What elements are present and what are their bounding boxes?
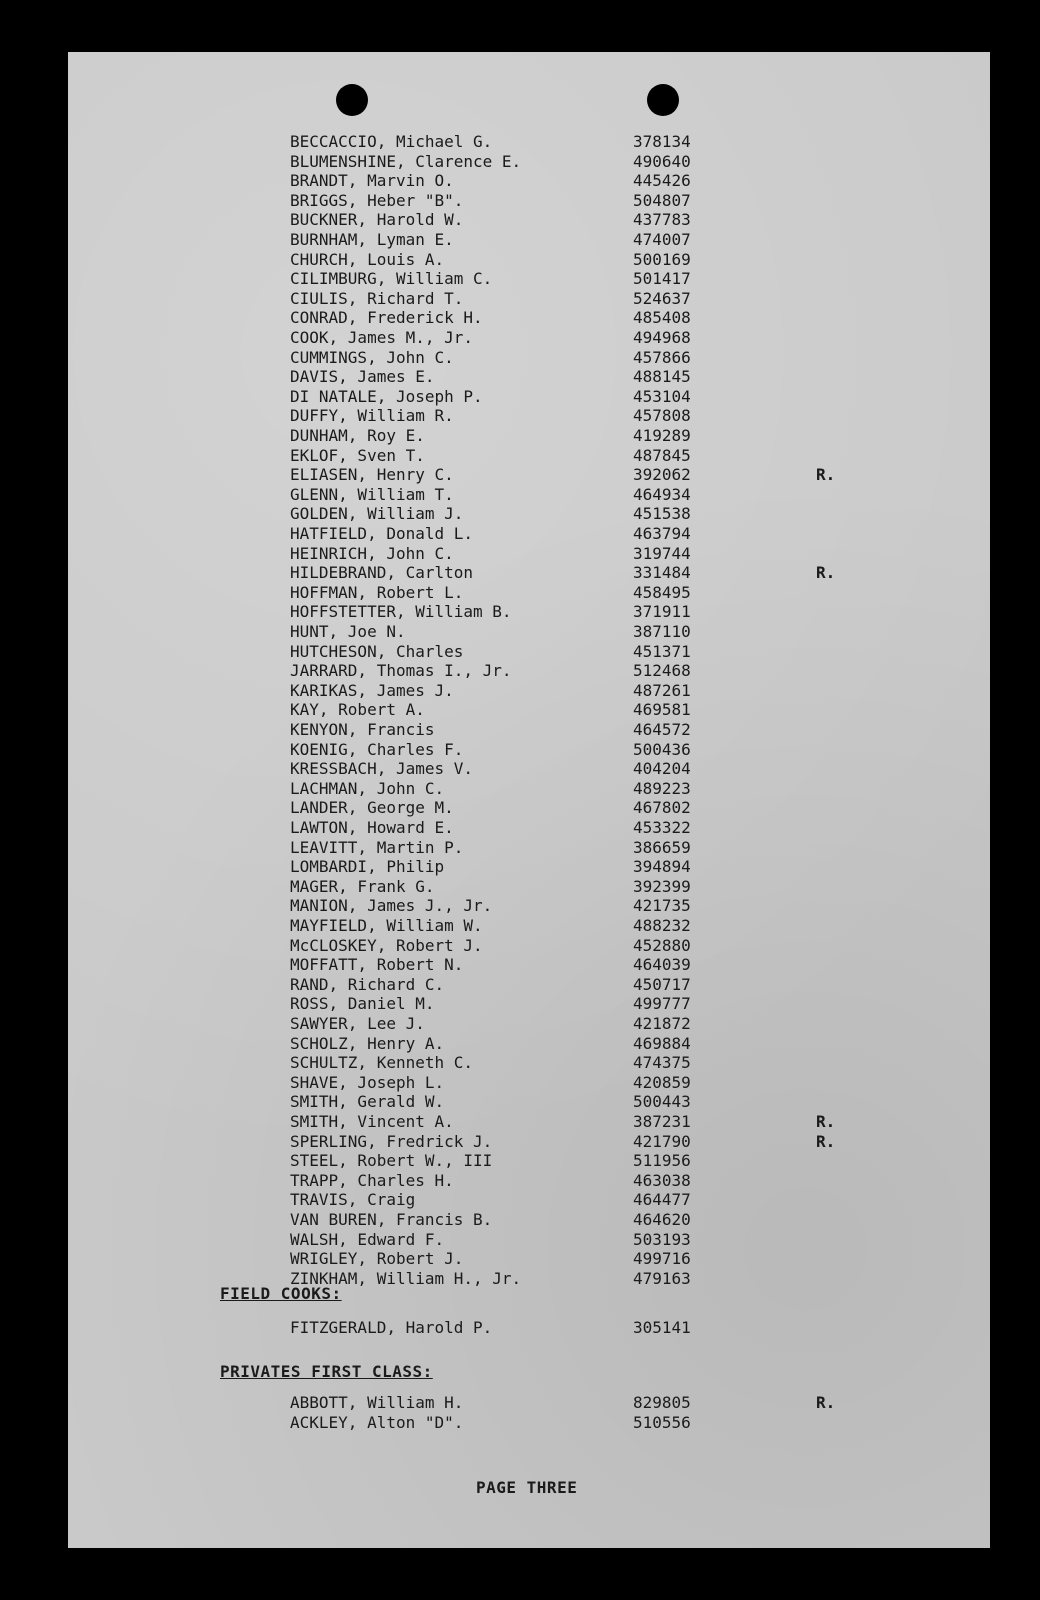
remark-mark: R. xyxy=(816,465,836,485)
roster-row xyxy=(68,524,990,543)
soldier-name: ROSS, Daniel M. xyxy=(290,994,435,1014)
roster-row xyxy=(68,1171,990,1190)
roster-row xyxy=(68,152,990,171)
serial-number: 501417 xyxy=(633,269,691,289)
roster-row xyxy=(68,838,990,857)
roster-row xyxy=(68,1014,990,1033)
roster-row xyxy=(68,1318,990,1337)
soldier-name: ACKLEY, Alton "D". xyxy=(290,1412,464,1432)
soldier-name: SMITH, Vincent A. xyxy=(290,1112,454,1131)
serial-number: 487845 xyxy=(633,445,691,465)
soldier-name: CILIMBURG, William C. xyxy=(290,269,493,289)
serial-number: 387110 xyxy=(633,622,691,641)
soldier-name: WALSH, Edward F. xyxy=(290,1229,445,1249)
soldier-name: DUNHAM, Roy E. xyxy=(290,426,425,445)
soldier-name: LACHMAN, John C. xyxy=(290,778,445,798)
roster-row xyxy=(68,544,990,563)
soldier-name: JARRARD, Thomas I., Jr. xyxy=(290,661,512,681)
roster-row xyxy=(68,210,990,229)
soldier-name: LANDER, George M. xyxy=(290,798,454,818)
serial-number: 464477 xyxy=(633,1190,691,1210)
serial-number: 467802 xyxy=(633,798,691,818)
soldier-name: SAWYER, Lee J. xyxy=(290,1014,425,1033)
serial-number: 404204 xyxy=(633,759,691,779)
soldier-name: TRAPP, Charles H. xyxy=(290,1170,454,1190)
remark-mark: R. xyxy=(816,1131,836,1151)
serial-number: 451371 xyxy=(633,641,691,661)
roster-row xyxy=(68,740,990,759)
serial-number: 305141 xyxy=(633,1318,691,1337)
roster-row xyxy=(68,563,990,582)
serial-number: 469884 xyxy=(633,1033,691,1053)
serial-number: 504807 xyxy=(633,190,691,210)
roster-row xyxy=(68,1269,990,1288)
soldier-name: HEINRICH, John C. xyxy=(290,543,454,563)
serial-number: 457808 xyxy=(633,406,691,426)
roster-row xyxy=(68,955,990,974)
soldier-name: LEAVITT, Martin P. xyxy=(290,837,464,857)
soldier-name: RAND, Richard C. xyxy=(290,974,445,994)
soldier-name: HILDEBRAND, Carlton xyxy=(290,563,474,583)
page-footer: PAGE THREE xyxy=(476,1478,578,1497)
roster-row xyxy=(68,642,990,661)
roster-row xyxy=(68,504,990,523)
serial-number: 420859 xyxy=(633,1072,691,1092)
soldier-name: GOLDEN, William J. xyxy=(290,504,464,524)
roster-row xyxy=(68,269,990,288)
serial-number: 386659 xyxy=(633,837,691,857)
soldier-name: MAGER, Frank G. xyxy=(290,876,435,896)
roster-row xyxy=(68,1210,990,1229)
soldier-name: FITZGERALD, Harold P. xyxy=(290,1318,493,1337)
soldier-name: BUCKNER, Harold W. xyxy=(290,210,464,230)
roster-row xyxy=(68,426,990,445)
soldier-name: HOFFMAN, Robert L. xyxy=(290,582,464,602)
roster-row xyxy=(68,583,990,602)
soldier-name: KAY, Robert A. xyxy=(290,700,425,720)
roster-row xyxy=(68,857,990,876)
roster-row xyxy=(68,328,990,347)
roster-row xyxy=(68,1413,990,1432)
roster-row xyxy=(68,818,990,837)
soldier-name: DUFFY, William R. xyxy=(290,406,454,426)
roster-row xyxy=(68,994,990,1013)
serial-number: 387231 xyxy=(633,1112,691,1131)
roster-row xyxy=(68,779,990,798)
soldier-name: KRESSBACH, James V. xyxy=(290,759,474,779)
roster-row xyxy=(68,975,990,994)
soldier-name: CHURCH, Louis A. xyxy=(290,249,445,269)
serial-number: 452880 xyxy=(633,935,691,955)
roster-row xyxy=(68,465,990,484)
serial-number: 510556 xyxy=(633,1412,691,1432)
serial-number: 445426 xyxy=(633,171,691,191)
soldier-name: DAVIS, James E. xyxy=(290,367,435,387)
soldier-name: CUMMINGS, John C. xyxy=(290,347,454,367)
roster-row xyxy=(68,387,990,406)
soldier-name: SCHOLZ, Henry A. xyxy=(290,1033,445,1053)
soldier-name: BLUMENSHINE, Clarence E. xyxy=(290,151,522,171)
serial-number: 464620 xyxy=(633,1210,691,1229)
soldier-name: McCLOSKEY, Robert J. xyxy=(290,935,483,955)
soldier-name: VAN BUREN, Francis B. xyxy=(290,1210,493,1229)
roster-row xyxy=(68,1034,990,1053)
serial-number: 450717 xyxy=(633,974,691,994)
soldier-name: HUNT, Joe N. xyxy=(290,622,406,641)
roster-row xyxy=(68,132,990,151)
soldier-name: KARIKAS, James J. xyxy=(290,680,454,700)
serial-number: 524637 xyxy=(633,288,691,308)
roster-row xyxy=(68,916,990,935)
serial-number: 474375 xyxy=(633,1053,691,1073)
serial-number: 464934 xyxy=(633,484,691,504)
serial-number: 378134 xyxy=(633,132,691,151)
serial-number: 331484 xyxy=(633,563,691,583)
serial-number: 463038 xyxy=(633,1170,691,1190)
serial-number: 394894 xyxy=(633,857,691,877)
roster-row xyxy=(68,798,990,817)
roster-row xyxy=(68,681,990,700)
serial-number: 437783 xyxy=(633,210,691,230)
serial-number: 485408 xyxy=(633,308,691,328)
roster-row xyxy=(68,348,990,367)
soldier-name: WRIGLEY, Robert J. xyxy=(290,1249,464,1269)
roster-row xyxy=(68,230,990,249)
serial-number: 421790 xyxy=(633,1131,691,1151)
roster-row xyxy=(68,191,990,210)
serial-number: 457866 xyxy=(633,347,691,367)
serial-number: 494968 xyxy=(633,328,691,347)
roster-row xyxy=(68,171,990,190)
serial-number: 458495 xyxy=(633,582,691,602)
soldier-name: HOFFSTETTER, William B. xyxy=(290,602,512,622)
serial-number: 500443 xyxy=(633,1092,691,1112)
serial-number: 464572 xyxy=(633,720,691,739)
serial-number: 421735 xyxy=(633,896,691,916)
serial-number: 488145 xyxy=(633,367,691,387)
serial-number: 464039 xyxy=(633,955,691,975)
serial-number: 453322 xyxy=(633,818,691,837)
soldier-name: ELIASEN, Henry C. xyxy=(290,465,454,485)
section-heading-privates-first-class: PRIVATES FIRST CLASS: xyxy=(220,1362,433,1381)
roster-row xyxy=(68,896,990,915)
roster-row xyxy=(68,1132,990,1151)
remark-mark: R. xyxy=(816,563,836,583)
document-page xyxy=(68,52,990,1548)
serial-number: 474007 xyxy=(633,230,691,249)
roster-row xyxy=(68,700,990,719)
roster-row xyxy=(68,367,990,386)
soldier-name: DI NATALE, Joseph P. xyxy=(290,386,483,406)
serial-number: 500436 xyxy=(633,739,691,759)
soldier-name: COOK, James M., Jr. xyxy=(290,328,474,347)
roster-row xyxy=(68,289,990,308)
serial-number: 392399 xyxy=(633,876,691,896)
serial-number: 419289 xyxy=(633,426,691,445)
roster-row xyxy=(68,759,990,778)
roster-row xyxy=(68,1190,990,1209)
serial-number: 392062 xyxy=(633,465,691,485)
serial-number: 829805 xyxy=(633,1393,691,1412)
serial-number: 499716 xyxy=(633,1249,691,1269)
soldier-name: STEEL, Robert W., III xyxy=(290,1151,493,1171)
roster-row xyxy=(68,308,990,327)
roster-row xyxy=(68,720,990,739)
soldier-name: ABBOTT, William H. xyxy=(290,1393,464,1412)
roster-row xyxy=(68,446,990,465)
roster-row xyxy=(68,1073,990,1092)
serial-number: 511956 xyxy=(633,1151,691,1171)
serial-number: 490640 xyxy=(633,151,691,171)
serial-number: 463794 xyxy=(633,524,691,543)
serial-number: 319744 xyxy=(633,543,691,563)
roster-row xyxy=(68,602,990,621)
roster-row xyxy=(68,1112,990,1131)
soldier-name: KENYON, Francis xyxy=(290,720,435,739)
roster-row xyxy=(68,1230,990,1249)
soldier-name: SMITH, Gerald W. xyxy=(290,1092,445,1112)
remark-mark: R. xyxy=(816,1112,836,1131)
soldier-name: KOENIG, Charles F. xyxy=(290,739,464,759)
roster-row xyxy=(68,877,990,896)
remark-mark: R. xyxy=(816,1393,836,1412)
roster-row xyxy=(68,622,990,641)
soldier-name: HUTCHESON, Charles xyxy=(290,641,464,661)
serial-number: 489223 xyxy=(633,778,691,798)
soldier-name: LOMBARDI, Philip xyxy=(290,857,445,877)
serial-number: 371911 xyxy=(633,602,691,622)
roster-row xyxy=(68,406,990,425)
soldier-name: LAWTON, Howard E. xyxy=(290,818,454,837)
serial-number: 469581 xyxy=(633,700,691,720)
soldier-name: CONRAD, Frederick H. xyxy=(290,308,483,328)
serial-number: 488232 xyxy=(633,916,691,935)
roster-row xyxy=(68,1092,990,1111)
serial-number: 503193 xyxy=(633,1229,691,1249)
roster-row xyxy=(68,1151,990,1170)
soldier-name: MOFFATT, Robert N. xyxy=(290,955,464,975)
soldier-name: BRIGGS, Heber "B". xyxy=(290,190,464,210)
soldier-name: SPERLING, Fredrick J. xyxy=(290,1131,493,1151)
roster-row xyxy=(68,936,990,955)
soldier-name: ZINKHAM, William H., Jr. xyxy=(290,1268,522,1288)
section-heading-field-cooks: FIELD COOKS: xyxy=(220,1284,342,1303)
roster-row xyxy=(68,250,990,269)
soldier-name: CIULIS, Richard T. xyxy=(290,288,464,308)
punch-hole xyxy=(647,84,679,116)
soldier-name: GLENN, William T. xyxy=(290,484,454,504)
serial-number: 453104 xyxy=(633,386,691,406)
serial-number: 421872 xyxy=(633,1014,691,1033)
soldier-name: BURNHAM, Lyman E. xyxy=(290,230,454,249)
serial-number: 499777 xyxy=(633,994,691,1014)
soldier-name: EKLOF, Sven T. xyxy=(290,445,425,465)
roster-row xyxy=(68,1053,990,1072)
soldier-name: HATFIELD, Donald L. xyxy=(290,524,474,543)
roster-row xyxy=(68,661,990,680)
serial-number: 487261 xyxy=(633,680,691,700)
serial-number: 512468 xyxy=(633,661,691,681)
roster-row xyxy=(68,1249,990,1268)
roster-row xyxy=(68,485,990,504)
soldier-name: SHAVE, Joseph L. xyxy=(290,1072,445,1092)
soldier-name: MANION, James J., Jr. xyxy=(290,896,493,916)
roster-row xyxy=(68,1393,990,1412)
punch-hole xyxy=(336,84,368,116)
serial-number: 479163 xyxy=(633,1268,691,1288)
soldier-name: TRAVIS, Craig xyxy=(290,1190,416,1210)
soldier-name: BECCACCIO, Michael G. xyxy=(290,132,493,151)
serial-number: 451538 xyxy=(633,504,691,524)
soldier-name: MAYFIELD, William W. xyxy=(290,916,483,935)
serial-number: 500169 xyxy=(633,249,691,269)
soldier-name: BRANDT, Marvin O. xyxy=(290,171,454,191)
soldier-name: SCHULTZ, Kenneth C. xyxy=(290,1053,474,1073)
